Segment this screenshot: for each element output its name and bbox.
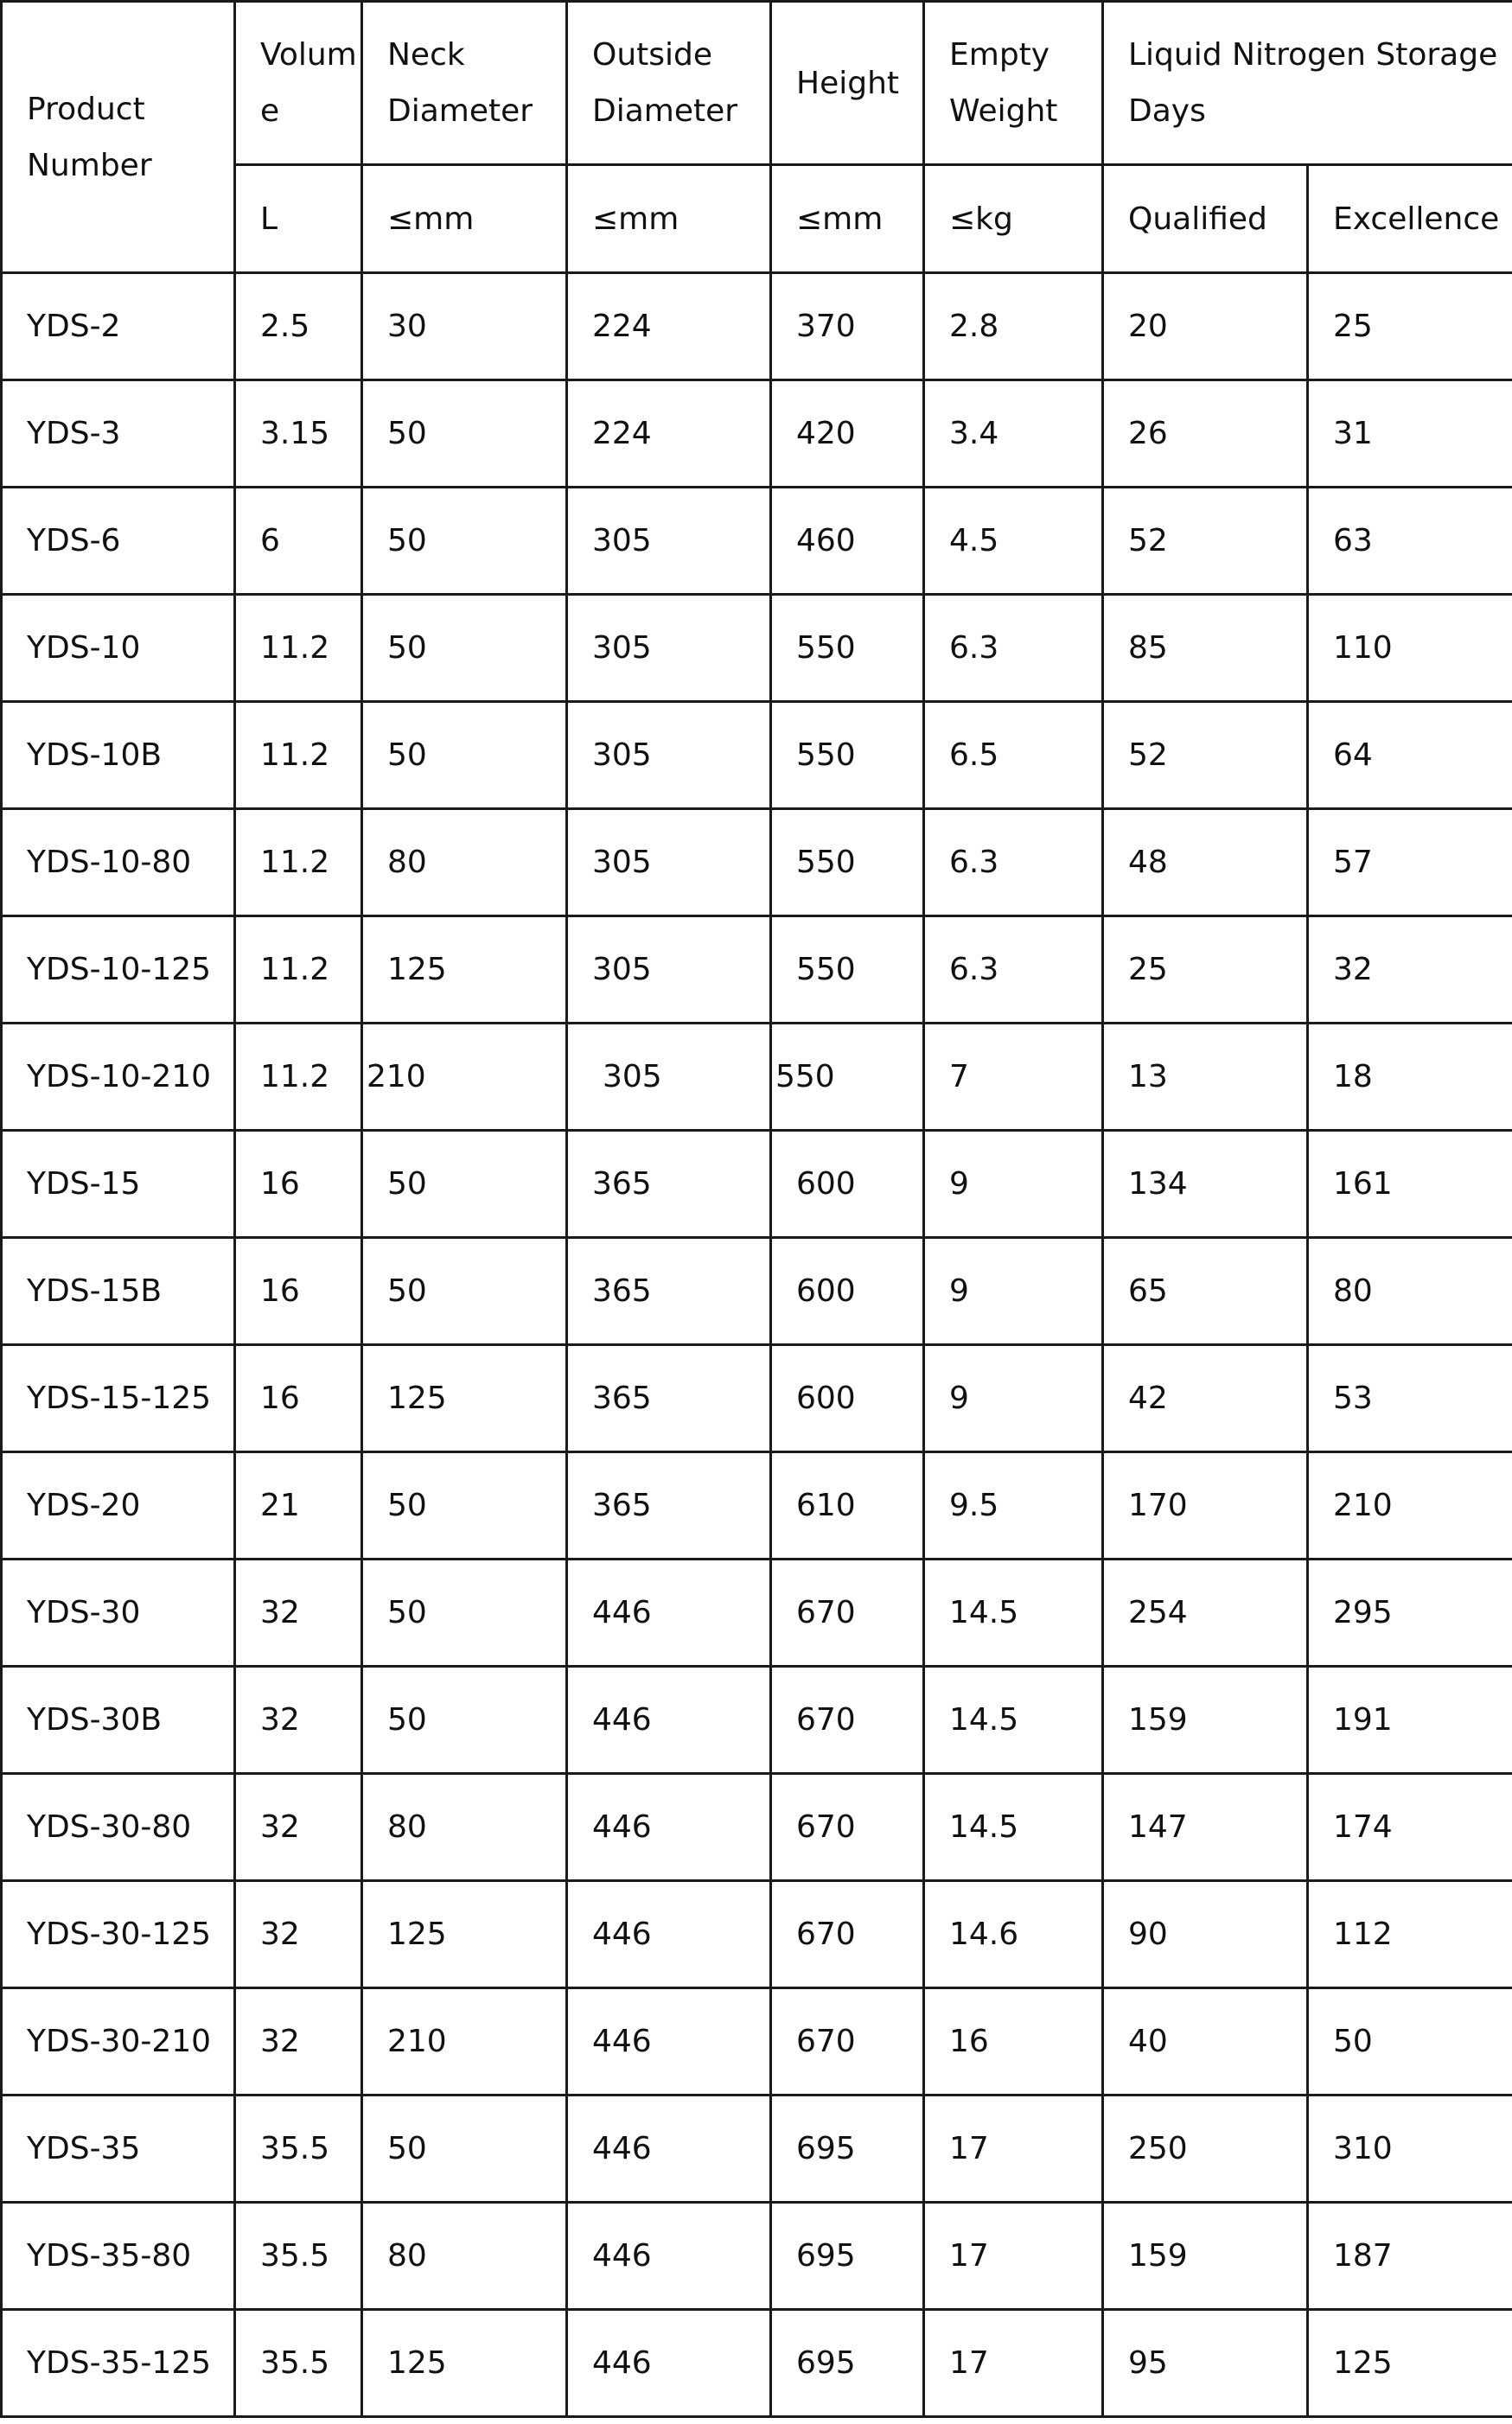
cell-height: 460: [771, 488, 924, 595]
cell-empty-weight: 2.8: [924, 273, 1103, 380]
cell-qualified: 13: [1103, 1024, 1308, 1131]
cell-product-number: YDS-30-210: [2, 1988, 235, 2095]
cell-product-number: YDS-30: [2, 1560, 235, 1667]
cell-outside-diameter: 305: [567, 809, 771, 916]
table-row: [2, 1667, 1512, 1774]
cell-volume: 11.2: [235, 809, 362, 916]
table-row: [2, 1452, 1512, 1560]
cell-excellence: 187: [1308, 2203, 1512, 2310]
cell-outside-diameter: 446: [567, 1774, 771, 1881]
cell-outside-diameter: 446: [567, 2203, 771, 2310]
unit-qualified: Qualified: [1103, 165, 1308, 273]
cell-empty-weight: 17: [924, 2203, 1103, 2310]
cell-excellence: 31: [1308, 380, 1512, 488]
cell-height: 600: [771, 1238, 924, 1345]
cell-excellence: 25: [1308, 273, 1512, 380]
unit-volume: L: [235, 165, 362, 273]
cell-qualified: 65: [1103, 1238, 1308, 1345]
cell-outside-diameter: 365: [567, 1238, 771, 1345]
cell-volume: 32: [235, 1774, 362, 1881]
cell-volume: 32: [235, 1988, 362, 2095]
cell-neck-diameter: 50: [362, 1452, 567, 1560]
cell-empty-weight: 14.6: [924, 1881, 1103, 1988]
cell-excellence: 112: [1308, 1881, 1512, 1988]
cell-height: 550: [771, 702, 924, 809]
cell-qualified: 170: [1103, 1452, 1308, 1560]
cell-outside-diameter: 446: [567, 1881, 771, 1988]
cell-empty-weight: 3.4: [924, 380, 1103, 488]
cell-product-number: YDS-30B: [2, 1667, 235, 1774]
cell-qualified: 42: [1103, 1345, 1308, 1452]
cell-excellence: 310: [1308, 2095, 1512, 2203]
table-row: [2, 1131, 1512, 1238]
cell-neck-diameter: 50: [362, 1238, 567, 1345]
cell-neck-diameter: 125: [362, 916, 567, 1024]
cell-qualified: 52: [1103, 702, 1308, 809]
cell-neck-diameter: 50: [362, 380, 567, 488]
unit-excellence: Excellence: [1308, 165, 1512, 273]
unit-empty-weight: ≤kg: [924, 165, 1103, 273]
cell-excellence: 161: [1308, 1131, 1512, 1238]
cell-height: 670: [771, 1667, 924, 1774]
cell-empty-weight: 9: [924, 1131, 1103, 1238]
cell-excellence: 125: [1308, 2310, 1512, 2417]
cell-height: 670: [771, 1774, 924, 1881]
table-row: [2, 380, 1512, 488]
cell-product-number: YDS-6: [2, 488, 235, 595]
cell-volume: 11.2: [235, 1024, 362, 1131]
cell-outside-diameter: 305: [567, 488, 771, 595]
cell-product-number: YDS-35-125: [2, 2310, 235, 2417]
cell-qualified: 159: [1103, 2203, 1308, 2310]
cell-qualified: 134: [1103, 1131, 1308, 1238]
cell-outside-diameter: 446: [567, 2310, 771, 2417]
cell-volume: 16: [235, 1345, 362, 1452]
header-row: [2, 2, 1512, 165]
cell-neck-diameter: 50: [362, 1667, 567, 1774]
table-row: [2, 1560, 1512, 1667]
table-row: [2, 2095, 1512, 2203]
cell-qualified: 26: [1103, 380, 1308, 488]
cell-height: 670: [771, 1881, 924, 1988]
cell-excellence: 110: [1308, 595, 1512, 702]
cell-excellence: 80: [1308, 1238, 1512, 1345]
cell-product-number: YDS-10-80: [2, 809, 235, 916]
cell-product-number: YDS-2: [2, 273, 235, 380]
cell-empty-weight: 14.5: [924, 1774, 1103, 1881]
cell-neck-diameter: 50: [362, 595, 567, 702]
table-row: [2, 702, 1512, 809]
cell-neck-diameter: 50: [362, 1560, 567, 1667]
header-volume: Volume: [235, 2, 362, 165]
cell-product-number: YDS-15B: [2, 1238, 235, 1345]
cell-volume: 32: [235, 1560, 362, 1667]
cell-neck-diameter: 80: [362, 809, 567, 916]
table-row: [2, 1988, 1512, 2095]
cell-volume: 11.2: [235, 595, 362, 702]
cell-outside-diameter: 305: [567, 595, 771, 702]
cell-outside-diameter: 224: [567, 380, 771, 488]
table-row: [2, 1345, 1512, 1452]
cell-height: 610: [771, 1452, 924, 1560]
cell-outside-diameter: 305: [567, 1024, 771, 1131]
cell-empty-weight: 14.5: [924, 1667, 1103, 1774]
cell-height: 550: [771, 595, 924, 702]
cell-outside-diameter: 224: [567, 273, 771, 380]
header-product-number: Product Number: [2, 2, 235, 273]
cell-excellence: 295: [1308, 1560, 1512, 1667]
cell-qualified: 159: [1103, 1667, 1308, 1774]
unit-height: ≤mm: [771, 165, 924, 273]
cell-product-number: YDS-30-80: [2, 1774, 235, 1881]
cell-product-number: YDS-15: [2, 1131, 235, 1238]
cell-height: 695: [771, 2095, 924, 2203]
header-neck-diameter: Neck Diameter: [362, 2, 567, 165]
cell-height: 370: [771, 273, 924, 380]
header-empty-weight: Empty Weight: [924, 2, 1103, 165]
cell-empty-weight: 17: [924, 2310, 1103, 2417]
cell-neck-diameter: 80: [362, 1774, 567, 1881]
cell-neck-diameter: 30: [362, 273, 567, 380]
cell-empty-weight: 6.3: [924, 916, 1103, 1024]
cell-volume: 21: [235, 1452, 362, 1560]
cell-outside-diameter: 446: [567, 2095, 771, 2203]
cell-outside-diameter: 446: [567, 1667, 771, 1774]
cell-empty-weight: 4.5: [924, 488, 1103, 595]
table-row: [2, 2203, 1512, 2310]
cell-qualified: 48: [1103, 809, 1308, 916]
cell-height: 550: [771, 809, 924, 916]
cell-product-number: YDS-10-125: [2, 916, 235, 1024]
cell-excellence: 210: [1308, 1452, 1512, 1560]
cell-outside-diameter: 305: [567, 702, 771, 809]
cell-product-number: YDS-10B: [2, 702, 235, 809]
cell-excellence: 32: [1308, 916, 1512, 1024]
header-height: Height: [771, 2, 924, 165]
cell-neck-diameter: 125: [362, 1345, 567, 1452]
cell-volume: 3.15: [235, 380, 362, 488]
cell-neck-diameter: 50: [362, 1131, 567, 1238]
cell-empty-weight: 17: [924, 2095, 1103, 2203]
cell-empty-weight: 7: [924, 1024, 1103, 1131]
cell-volume: 11.2: [235, 702, 362, 809]
cell-outside-diameter: 305: [567, 916, 771, 1024]
cell-neck-diameter: 125: [362, 1881, 567, 1988]
cell-empty-weight: 9.5: [924, 1452, 1103, 1560]
cell-neck-diameter: 125: [362, 2310, 567, 2417]
cell-excellence: 174: [1308, 1774, 1512, 1881]
cell-excellence: 18: [1308, 1024, 1512, 1131]
cell-qualified: 90: [1103, 1881, 1308, 1988]
table-row: [2, 1881, 1512, 1988]
unit-outside-diameter: ≤mm: [567, 165, 771, 273]
cell-neck-diameter: 210: [362, 1024, 567, 1131]
cell-height: 600: [771, 1345, 924, 1452]
cell-volume: 16: [235, 1238, 362, 1345]
cell-height: 420: [771, 380, 924, 488]
cell-empty-weight: 6.5: [924, 702, 1103, 809]
cell-outside-diameter: 365: [567, 1345, 771, 1452]
cell-height: 695: [771, 2310, 924, 2417]
table-row: [2, 916, 1512, 1024]
cell-height: 695: [771, 2203, 924, 2310]
table-row: [2, 1774, 1512, 1881]
cell-volume: 16: [235, 1131, 362, 1238]
cell-product-number: YDS-3: [2, 380, 235, 488]
cell-empty-weight: 6.3: [924, 595, 1103, 702]
cell-outside-diameter: 446: [567, 1988, 771, 2095]
cell-outside-diameter: 365: [567, 1131, 771, 1238]
table-row: [2, 1024, 1512, 1131]
cell-qualified: 20: [1103, 273, 1308, 380]
cell-empty-weight: 14.5: [924, 1560, 1103, 1667]
cell-volume: 35.5: [235, 2203, 362, 2310]
cell-empty-weight: 6.3: [924, 809, 1103, 916]
cell-neck-diameter: 210: [362, 1988, 567, 2095]
cell-empty-weight: 9: [924, 1345, 1103, 1452]
cell-neck-diameter: 50: [362, 2095, 567, 2203]
cell-volume: 32: [235, 1881, 362, 1988]
cell-product-number: YDS-20: [2, 1452, 235, 1560]
cell-outside-diameter: 446: [567, 1560, 771, 1667]
cell-product-number: YDS-10: [2, 595, 235, 702]
cell-excellence: 191: [1308, 1667, 1512, 1774]
cell-excellence: 53: [1308, 1345, 1512, 1452]
cell-volume: 2.5: [235, 273, 362, 380]
cell-product-number: YDS-10-210: [2, 1024, 235, 1131]
cell-neck-diameter: 50: [362, 488, 567, 595]
cell-height: 600: [771, 1131, 924, 1238]
cell-excellence: 57: [1308, 809, 1512, 916]
cell-qualified: 250: [1103, 2095, 1308, 2203]
cell-volume: 35.5: [235, 2095, 362, 2203]
cell-product-number: YDS-35-80: [2, 2203, 235, 2310]
table-row: [2, 488, 1512, 595]
cell-height: 670: [771, 1988, 924, 2095]
table-body: [2, 273, 1512, 2417]
header-outside-diameter: Outside Diameter: [567, 2, 771, 165]
table-row: [2, 595, 1512, 702]
cell-excellence: 63: [1308, 488, 1512, 595]
cell-volume: 35.5: [235, 2310, 362, 2417]
cell-product-number: YDS-30-125: [2, 1881, 235, 1988]
cell-qualified: 147: [1103, 1774, 1308, 1881]
cell-empty-weight: 9: [924, 1238, 1103, 1345]
cell-volume: 6: [235, 488, 362, 595]
header-storage-days: Liquid Nitrogen Storage Days: [1103, 2, 1512, 165]
cell-empty-weight: 16: [924, 1988, 1103, 2095]
table-row: [2, 809, 1512, 916]
cell-product-number: YDS-35: [2, 2095, 235, 2203]
cell-height: 550: [771, 1024, 924, 1131]
cell-neck-diameter: 50: [362, 702, 567, 809]
table-row: [2, 2310, 1512, 2417]
cell-excellence: 64: [1308, 702, 1512, 809]
cell-height: 670: [771, 1560, 924, 1667]
cell-neck-diameter: 80: [362, 2203, 567, 2310]
cell-volume: 11.2: [235, 916, 362, 1024]
cell-qualified: 254: [1103, 1560, 1308, 1667]
cell-qualified: 85: [1103, 595, 1308, 702]
table-row: [2, 1238, 1512, 1345]
cell-qualified: 25: [1103, 916, 1308, 1024]
cell-excellence: 50: [1308, 1988, 1512, 2095]
table-row: [2, 273, 1512, 380]
cell-height: 550: [771, 916, 924, 1024]
cell-product-number: YDS-15-125: [2, 1345, 235, 1452]
cell-volume: 32: [235, 1667, 362, 1774]
cell-qualified: 95: [1103, 2310, 1308, 2417]
unit-neck-diameter: ≤mm: [362, 165, 567, 273]
cell-outside-diameter: 365: [567, 1452, 771, 1560]
cell-qualified: 40: [1103, 1988, 1308, 2095]
cell-qualified: 52: [1103, 488, 1308, 595]
